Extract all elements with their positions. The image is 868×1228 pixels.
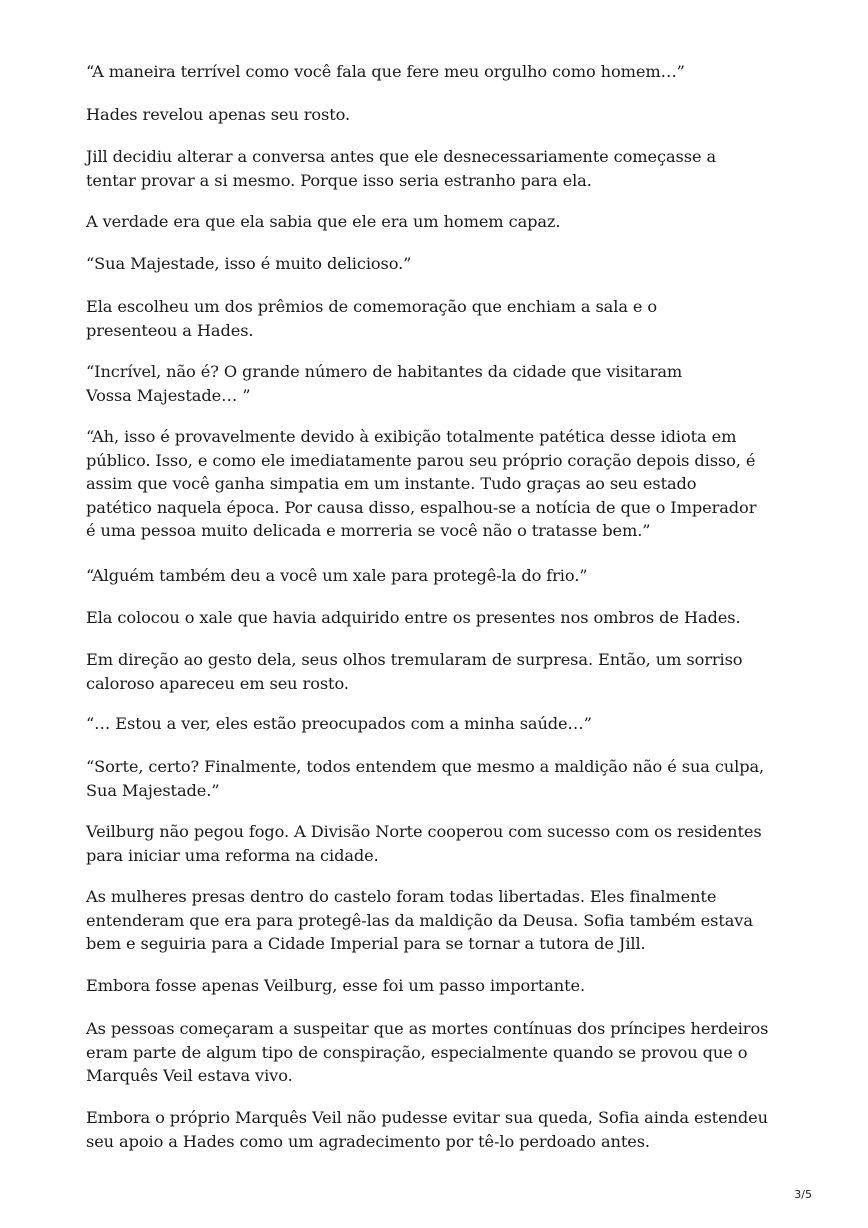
paragraph: Ela colocou o xale que havia adquirido entre os presentes nos ombros de Hades.	[86, 608, 741, 627]
paragraph: “Ah, isso é provavelmente devido à exibição totalmente patética desse idiota em público. Isso, e como ele imediatamente parou seu próprio coração depois disso, é assim que você ganha simpatia em um instante. Tudo graças ao seu estado patético naquela época. Por causa disso, espalhou-se a notícia de que o Imperador é uma pessoa muito delicada e morreria se você não o tratasse bem.”	[86, 427, 757, 540]
paragraph: As pessoas começaram a suspeitar que as mortes contínuas dos príncipes herdeiros eram parte de algum tipo de conspiração, especialmente quando se provou que o Marquês Veil estava vivo.	[86, 1019, 769, 1085]
page-number: 3/5	[794, 1188, 812, 1201]
paragraph: A verdade era que ela sabia que ele era um homem capaz.	[86, 212, 561, 231]
paragraph: Embora o próprio Marquês Veil não pudesse evitar sua queda, Sofia ainda estendeu seu apoio a Hades como um agradecimento por tê-lo perdoado antes.	[86, 1108, 768, 1151]
paragraph: “Alguém também deu a você um xale para protegê-la do frio.”	[86, 566, 588, 585]
paragraph: Ela escolheu um dos prêmios de comemoração que enchiam a sala e o presenteou a Hades.	[86, 297, 658, 340]
paragraph: “Sua Majestade, isso é muito delicioso.”	[86, 254, 412, 273]
paragraph: Jill decidiu alterar a conversa antes que ele desnecessariamente começasse a tentar provar a si mesmo. Porque isso seria estranho para ela.	[86, 147, 717, 190]
paragraph: Hades revelou apenas seu rosto.	[86, 105, 351, 124]
paragraph: As mulheres presas dentro do castelo foram todas libertadas. Eles finalmente entenderam que era para protegê-las da maldição da Deusa. Sofia também estava bem e seguiria para a Cidade Imperial para se tornar a tutora de Jill.	[86, 887, 753, 953]
paragraph: “Incrível, não é? O grande número de habitantes da cidade que visitaram Vossa Majestade… ”	[86, 362, 683, 405]
paragraph: “A maneira terrível como você fala que fere meu orgulho como homem…”	[86, 62, 685, 81]
paragraph: Embora fosse apenas Veilburg, esse foi um passo importante.	[86, 976, 586, 995]
paragraph: “Sorte, certo? Finalmente, todos entendem que mesmo a maldição não é sua culpa, Sua Majestade.”	[86, 757, 765, 800]
paragraph: Veilburg não pegou fogo. A Divisão Norte cooperou com sucesso com os residentes para iniciar uma reforma na cidade.	[86, 822, 762, 865]
paragraph: Em direção ao gesto dela, seus olhos tremularam de surpresa. Então, um sorriso caloroso apareceu em seu rosto.	[86, 650, 743, 693]
paragraph: “… Estou a ver, eles estão preocupados com a minha saúde…”	[86, 714, 592, 733]
